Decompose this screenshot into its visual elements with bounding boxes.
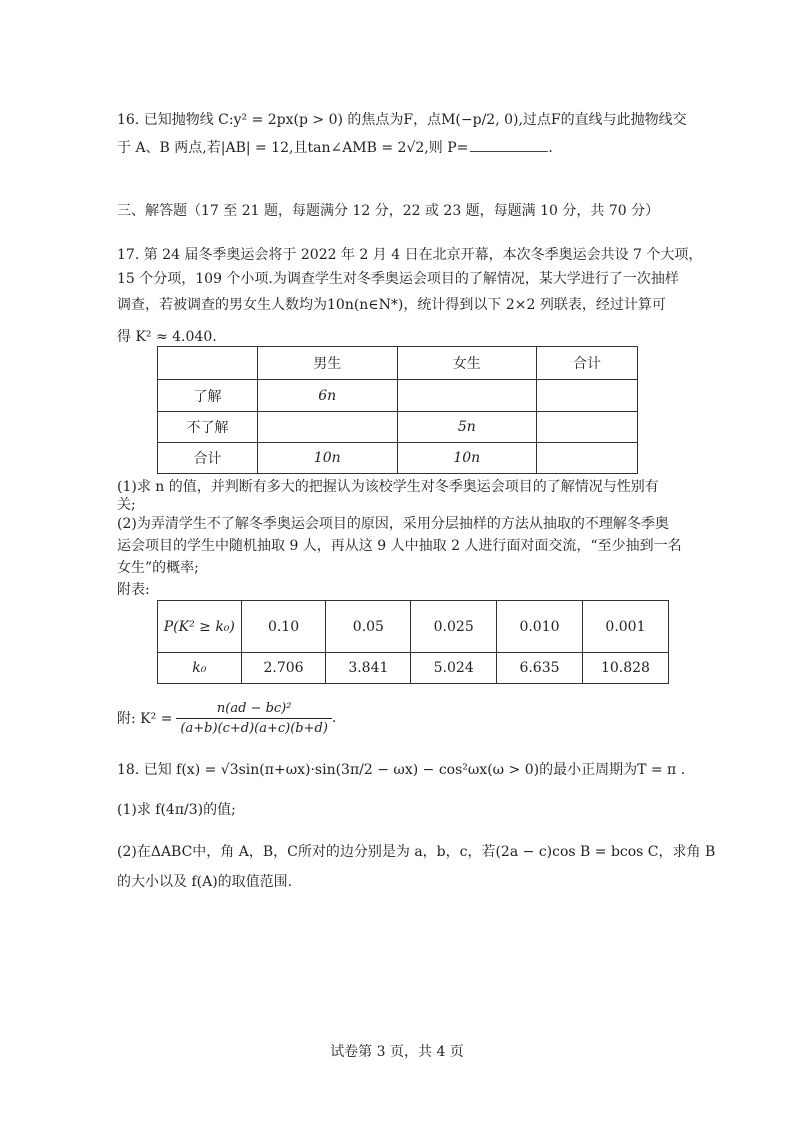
formula-end: . (331, 710, 337, 726)
appendix-label: 附表: (117, 582, 150, 598)
table-cell: P(K² ≥ k₀) (158, 601, 242, 653)
q17-part1-line2: 关; (117, 497, 136, 513)
q16-line1: 16. 已知抛物线 C:y² = 2px(p > 0) 的焦点为F，点M(−p/2, 0),过点F的直线与此抛物线交 (117, 112, 687, 128)
table-row (158, 380, 638, 412)
formula-prefix: 附: K² = (117, 711, 173, 727)
fraction-bar (176, 718, 332, 719)
table-cell: 0.010 (497, 601, 583, 653)
table-header-row (158, 347, 638, 380)
table-cell: k₀ (158, 653, 242, 684)
table-cell: 6n (257, 380, 397, 412)
formula-denominator: (a+b)(c+d)(a+c)(b+d) (180, 720, 328, 736)
critical-value-table (157, 600, 669, 684)
q17-part2-line3: 女生”的概率; (117, 560, 199, 576)
table-cell: 6.635 (497, 653, 583, 684)
formula-numerator: n(ad − bc)² (216, 700, 292, 716)
q18-line1: 18. 已知 f(x) = √3sin(π+ωx)·sin(3π/2 − ωx) − cos²ωx(ω > 0)的最小正周期为T = π . (117, 762, 686, 778)
table-cell: 5.024 (411, 653, 497, 684)
table-header-cell: 男生 (257, 347, 397, 380)
q18-line4: 的大小以及 f(A)的取值范围. (117, 874, 293, 890)
q16-line2 (117, 139, 553, 157)
table-cell: 10n (257, 443, 397, 474)
table-cell: 10.828 (582, 653, 668, 684)
formula-fraction (176, 701, 332, 736)
table-cell (537, 443, 638, 474)
table-row (158, 443, 638, 474)
table-header-cell: 女生 (397, 347, 537, 380)
q17-line3: 调查，若被调查的男女生人数均为10n(n∈N*)，统计得到以下 2×2 列联表，经过计算可 (117, 297, 666, 313)
answer-blank (470, 139, 548, 152)
table-cell: 3.841 (326, 653, 411, 684)
table-row (158, 653, 669, 684)
table-cell (257, 412, 397, 443)
q18-line3: (2)在ΔABC中，角 A，B，C所对的边分别是为 a，b，c，若(2a − c)cos B = bcos C，求角 B (117, 844, 716, 860)
table-cell (537, 380, 638, 412)
k2-formula (117, 696, 336, 740)
table-cell: 10n (397, 443, 537, 474)
table-cell: 0.025 (411, 601, 497, 653)
contingency-table (157, 346, 638, 474)
q18-line2: (1)求 f(4π/3)的值; (117, 802, 236, 818)
table-cell: 2.706 (241, 653, 326, 684)
q16-line2-end: . (548, 140, 553, 156)
q17-part2-line2: 运会项目的学生中随机抽取 9 人，再从这 9 人中抽取 2 人进行面对面交流，“至少抽到一名 (117, 538, 682, 554)
table-cell: 不了解 (158, 412, 258, 443)
table-cell: 0.10 (241, 601, 326, 653)
q16-line2-text: 于 A、B 两点,若|AB| = 12,且tan∠AMB = 2√2,则 P= (117, 140, 469, 156)
table-cell: 了解 (158, 380, 258, 412)
table-cell (397, 380, 537, 412)
q17-line4: 得 K² ≈ 4.040. (117, 329, 217, 345)
table-cell (537, 412, 638, 443)
q17-line1: 17. 第 24 届冬季奥运会将于 2022 年 2 月 4 日在北京开幕，本次冬季奥运会共设 7 个大项， (117, 247, 703, 263)
q17-part1-line1: (1)求 n 的值，并判断有多大的把握认为该校学生对冬季奥运会项目的了解情况与性别有 (117, 479, 659, 495)
table-row (158, 412, 638, 443)
table-row (158, 601, 669, 653)
section-title: 三、解答题（17 至 21 题，每题满分 12 分，22 或 23 题，每题满 10 分，共 70 分） (117, 203, 660, 219)
page-footer: 试卷第 3 页，共 4 页 (330, 1044, 464, 1060)
q17-part2-line1: (2)为弄清学生不了解冬季奥运会项目的原因，采用分层抽样的方法从抽取的不理解冬季奥 (117, 516, 669, 532)
table-cell: 合计 (158, 443, 258, 474)
table-cell: 0.05 (326, 601, 411, 653)
table-header-cell (158, 347, 258, 380)
table-cell: 5n (397, 412, 537, 443)
table-cell: 0.001 (582, 601, 668, 653)
table-header-cell: 合计 (537, 347, 638, 380)
q17-line2: 15 个分项，109 个小项.为调查学生对冬季奥运会项目的了解情况，某大学进行了一次抽样 (117, 271, 679, 287)
